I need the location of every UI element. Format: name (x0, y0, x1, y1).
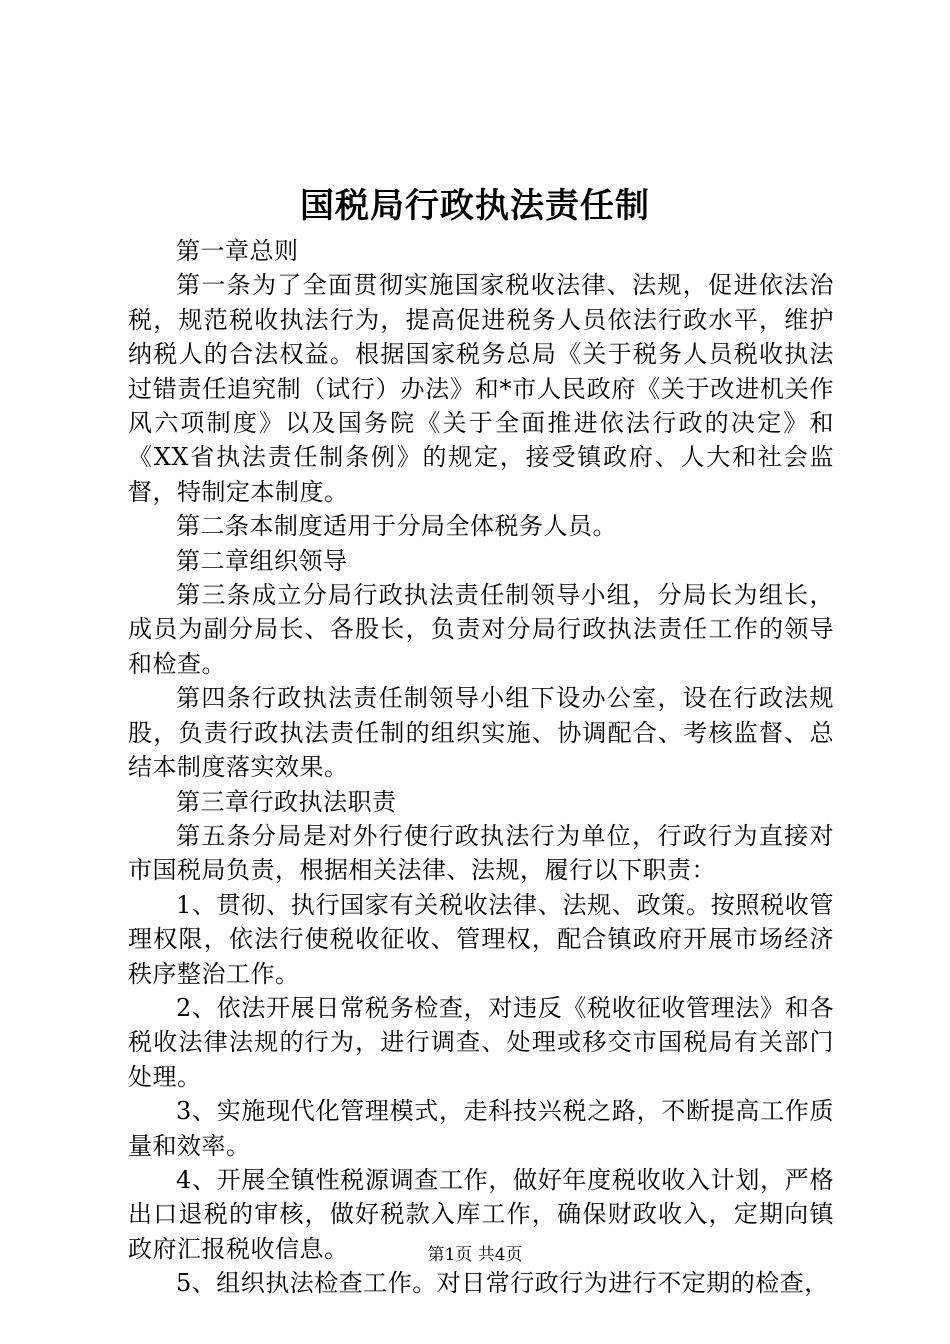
list-item: 5、组织执法检查工作。对日常行政行为进行不定期的检查， (176, 1269, 829, 1298)
article-paragraph: 第四条行政执法责任制领导小组下设办公室，设在行政法规股，负责行政执法责任制的组织实施、协调配合、考核监督、总结本制度落实效果。 (128, 684, 834, 782)
chapter-heading: 第二章组织领导 (176, 546, 348, 575)
chapter-heading: 第三章行政执法职责 (176, 787, 397, 816)
list-item: 3、实施现代化管理模式，走科技兴税之路，不断提高工作质量和效率。 (128, 1097, 834, 1160)
list-item: 2、依法开展日常税务检查，对违反《税收征收管理法》和各税收法律法规的行为，进行调查、处理或移交市国税局有关部门处理。 (128, 993, 834, 1091)
document-title: 国税局行政执法责任制 (300, 186, 650, 226)
chapter-heading: 第一章总则 (176, 237, 299, 265)
article-paragraph: 第一条为了全面贯彻实施国家税收法律、法规，促进依法治税，规范税收执法行为，提高促进税务人员依法行政水平，维护纳税人的合法权益。根据国家税务总局《关于税务人员税收执法过错责任追究制（试行）办法》和*市人民政府《关于改进机关作风六项制度》以及国务院《关于全面推进依法行政的决定》和《XX省执法责任制条例》的规定，接受镇政府、人大和社会监督，特制定本制度。 (128, 271, 834, 506)
list-item: 1、贯彻、执行国家有关税收法律、法规、政策。按照税收管理权限，依法行使税收征收、管理权，配合镇政府开展市场经济秩序整治工作。 (128, 890, 834, 988)
article-paragraph: 第三条成立分局行政执法责任制领导小组，分局长为组长，成员为副分局长、各股长，负责对分局行政执法责任工作的领导和检查。 (128, 581, 834, 678)
list-item: 4、开展全镇性税源调查工作，做好年度税收收入计划，严格出口退税的审核，做好税款入库工作，确保财政收入，定期向镇政府汇报税收信息。 (128, 1165, 834, 1263)
article-paragraph: 第五条分局是对外行使行政执法行为单位，行政行为直接对市国税局负责，根据相关法律、法规，履行以下职责： (128, 821, 834, 885)
article-paragraph: 第二条本制度适用于分局全体税务人员。 (176, 512, 617, 541)
document-body (128, 234, 834, 1301)
page-number: 第1页 共4页 (427, 1245, 523, 1265)
